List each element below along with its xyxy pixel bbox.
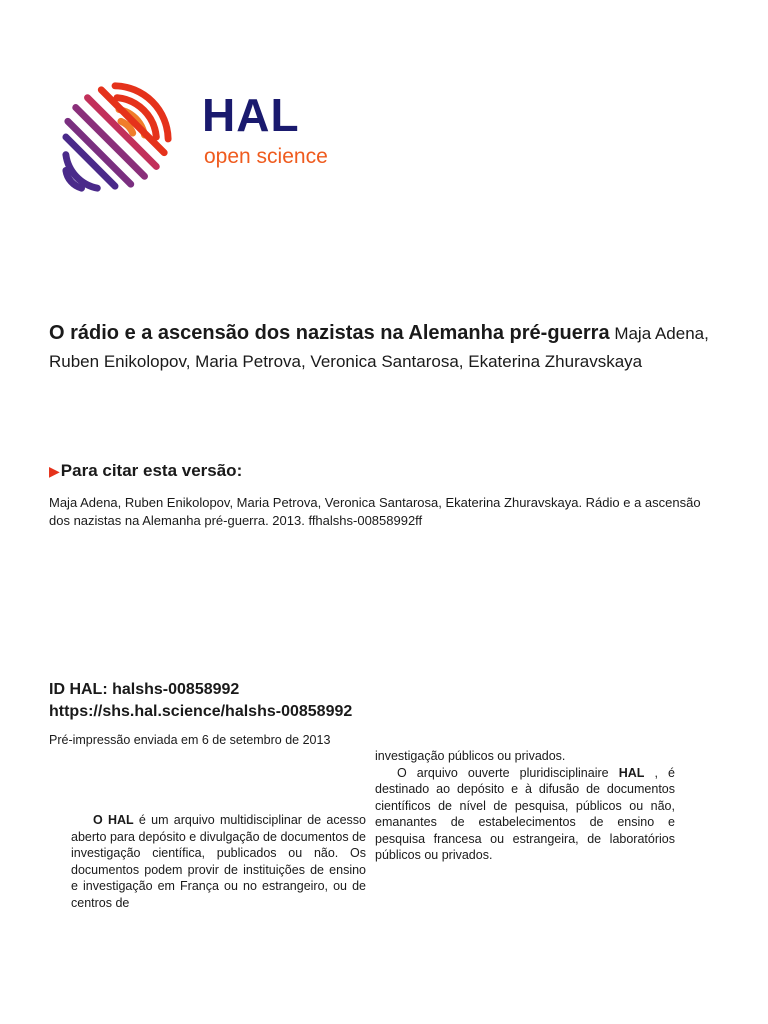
- description-right-text: , é destinado ao depósito e à difusão de documentos científicos de nível de pesquisa, públicos ou não, emanantes de estabelecimentos de ensino e pesquisa francesa ou estrangeira, de laboratórios públicos ou privados.: [375, 765, 676, 862]
- description-left-text: é um arquivo multidisciplinar de acesso aberto para depósito e divulgação de documentos de investigação científica, publicados ou não. Os documentos podem provir de instituições de ensino e investigação em França ou no estrangeiro, ou de centros de: [71, 813, 366, 910]
- citation-text: Maja Adena, Ruben Enikolopov, Maria Petrova, Veronica Santarosa, Ekaterina Zhuravskaya. Rádio e a ascensão dos nazistas na Alemanha pré-guerra. 2013. ffhalshs-00858992ff: [49, 495, 701, 528]
- description-right-lead: investigação públicos ou privados.: [375, 749, 566, 763]
- hal-brand-inline-right: HAL: [618, 765, 645, 780]
- document-title-block: [49, 319, 719, 376]
- triangle-right-icon: ▶: [49, 463, 60, 479]
- document-authors: Maja Adena, Ruben Enikolopov, Maria Petrova, Veronica Santarosa, Ekaterina Zhuravskaya: [49, 324, 709, 371]
- description-right-column: [375, 748, 675, 864]
- hal-brand-inline: O HAL: [93, 813, 134, 827]
- description-right-intro: O arquivo ouverte pluridisciplinaire: [397, 765, 619, 780]
- citation-heading-label: Para citar esta versão:: [60, 461, 243, 480]
- hal-logo: [58, 78, 358, 198]
- hal-id: ID HAL: halshs-00858992: [49, 681, 240, 698]
- description-left-paragraph: [71, 812, 366, 911]
- identifiers-block: [49, 679, 352, 723]
- description-right-paragraph: [375, 765, 675, 864]
- hal-url-link[interactable]: https://shs.hal.science/halshs-00858992: [49, 703, 353, 720]
- hal-tagline: open science: [204, 145, 328, 168]
- submission-date: Pré-impressão enviada em 6 de setembro de 2013: [49, 733, 331, 747]
- document-title: O rádio e a ascensão dos nazistas na Alemanha pré-guerra: [49, 322, 610, 344]
- hal-logo-mark-icon: [58, 78, 176, 196]
- hal-brand-text: HAL: [202, 89, 300, 141]
- citation-heading: [49, 461, 242, 481]
- description-left-column: [71, 812, 366, 911]
